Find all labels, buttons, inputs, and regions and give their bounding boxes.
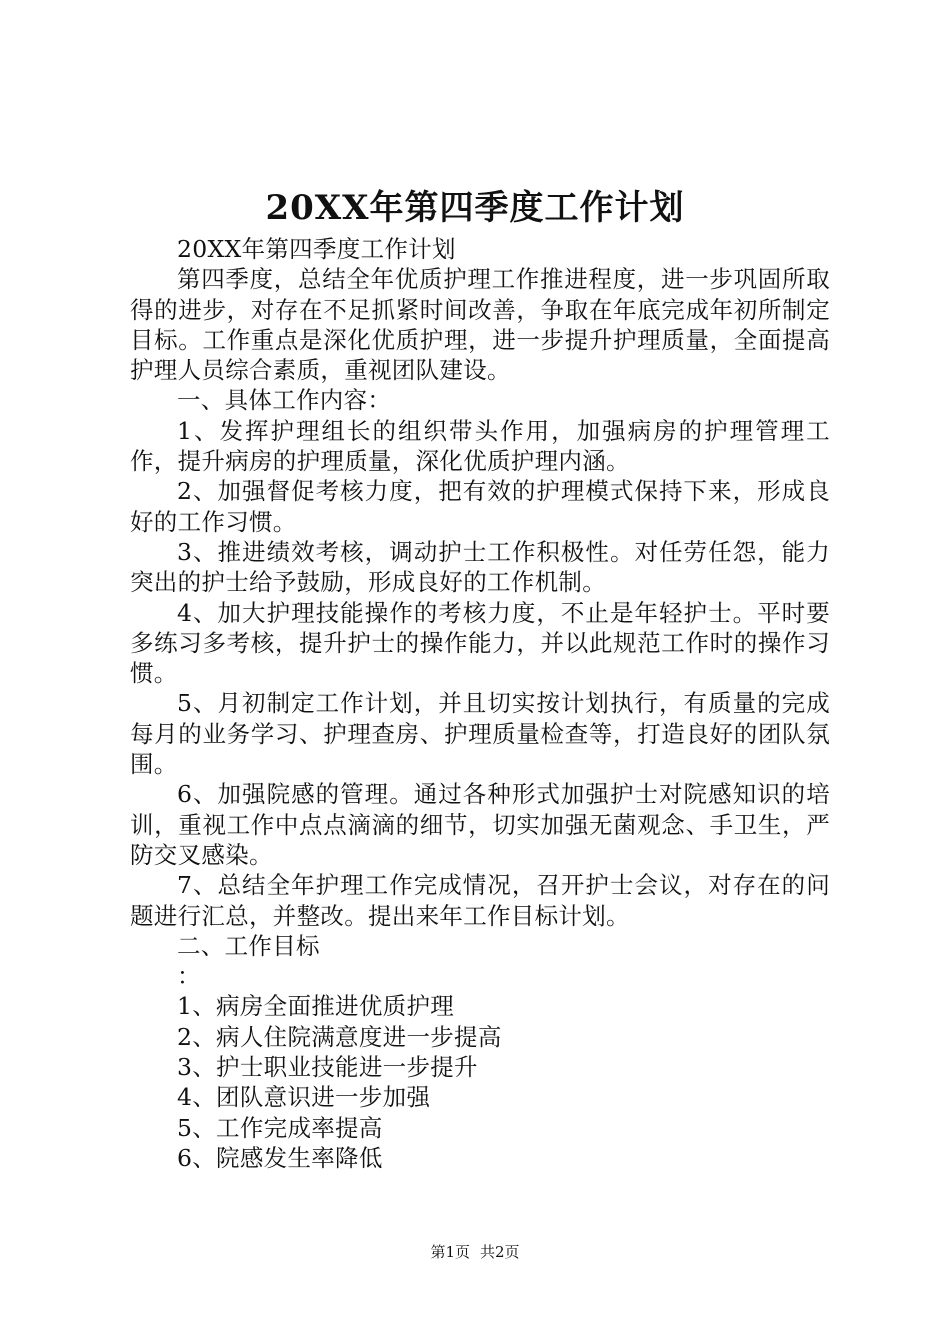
goal-item: 6、院感发生率降低 (177, 1143, 383, 1172)
work-item: 7、总结全年护理工作完成情况，召开护士会议，对存在的问题进行汇总，并整改。提出来年工作目标计划。 (130, 871, 830, 930)
goal-item: 2、病人住院满意度进一步提高 (177, 1022, 502, 1051)
document-body (130, 234, 830, 1173)
section-heading-colon: ： (177, 962, 201, 991)
page-number-current: 第1页 (430, 1243, 470, 1261)
work-item: 3、推进绩效考核，调动护士工作积极性。对任劳任怨，能力突出的护士给予鼓励，形成良好的工作机制。 (130, 537, 830, 597)
work-item: 2、加强督促考核力度，把有效的护理模式保持下来，形成良好的工作习惯。 (130, 477, 830, 536)
work-item: 4、加大护理技能操作的考核力度，不止是年轻护士。平时要多练习多考核，提升护士的操作能力，并以此规范工作时的操作习惯。 (130, 598, 830, 688)
goal-item: 5、工作完成率提高 (177, 1113, 383, 1142)
intro-paragraph: 第四季度，总结全年优质护理工作推进程度，进一步巩固所取得的进步，对存在不足抓紧时间改善，争取在年底完成年初所制定目标。工作重点是深化优质护理，进一步提升护理质量，全面提高护理人员综合素质，重视团队建设。 (130, 265, 830, 385)
goal-item: 4、团队意识进一步加强 (177, 1083, 431, 1112)
work-item: 6、加强院感的管理。通过各种形式加强护士对院感知识的培训，重视工作中点点滴滴的细节，切实加强无菌观念、手卫生，严防交叉感染。 (130, 780, 830, 869)
goal-item: 1、病房全面推进优质护理 (177, 992, 455, 1021)
document-subtitle: 20XX年第四季度工作计划 (177, 235, 456, 263)
work-item: 1、发挥护理组长的组织带头作用，加强病房的护理管理工作，提升病房的护理质量，深化优质护理内涵。 (130, 416, 830, 476)
work-item: 5、月初制定工作计划，并且切实按计划执行，有质量的完成每月的业务学习、护理查房、护理质量检查等，打造良好的团队氛围。 (130, 689, 830, 779)
page-footer (0, 1242, 950, 1262)
document-title: 20XX年第四季度工作计划 (265, 188, 685, 228)
section-heading-work-goals: 二、工作目标 (177, 931, 320, 960)
goal-item: 3、护士职业技能进一步提升 (177, 1053, 478, 1082)
page-number-total: 共2页 (480, 1243, 520, 1261)
section-heading-work-content: 一、具体工作内容： (177, 386, 392, 415)
